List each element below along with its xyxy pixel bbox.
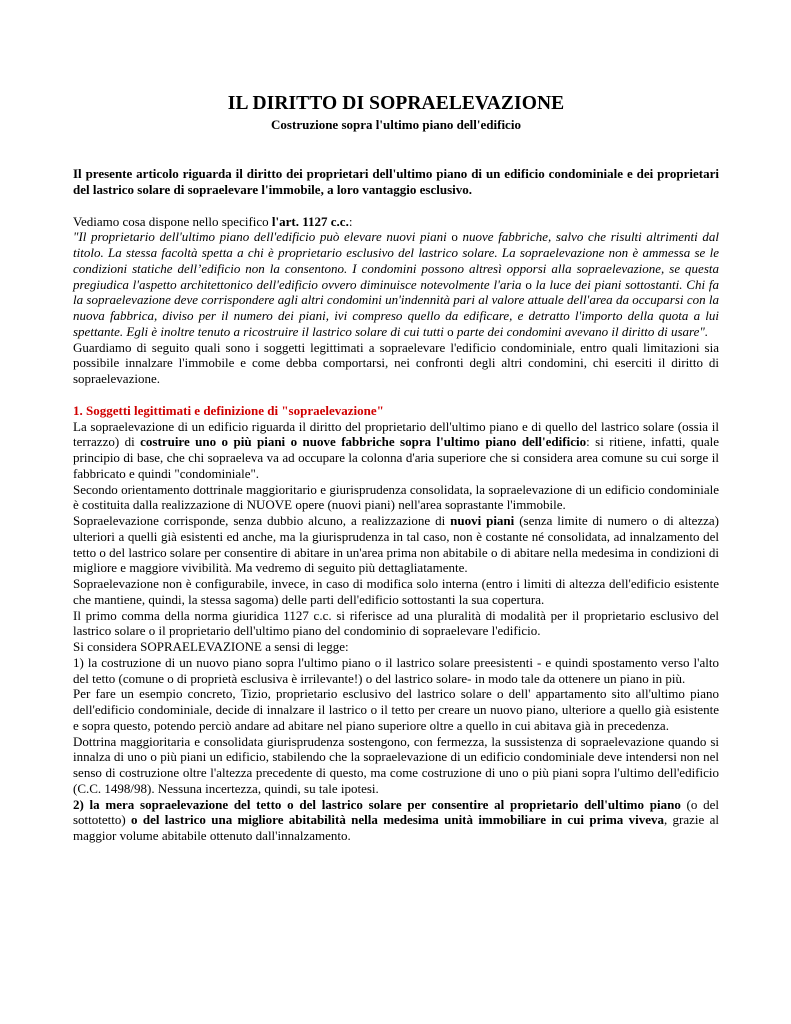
section-1-paragraph-2: Secondo orientamento dottrinale maggioritario e giurisprudenza consolidata, la sopraelevazione di un edificio condominiale è costituita dalla realizzazione di NUOVE opere (nuovi piani) nell'area soprastante l'immobile.	[73, 481, 719, 513]
quote-or-2: o	[525, 276, 532, 292]
section-1-heading: 1. Soggetti legittimati e definizione di "sopraelevazione"	[73, 402, 384, 418]
text-run: : si ritiene, infatti, quale principio di base, che chi sopraeleva va ad occupare la colonna d'aria superiore che si considera area comune su cui sorge il fabbricato e quindi "condominiale".	[73, 434, 719, 481]
document-subtitle: Costruzione sopra l'ultimo piano dell'edificio	[271, 117, 521, 132]
text-run: La sopraelevazione di un edificio riguarda il diritto del proprietario dell'ultimo piano e di quello del lastrico solare (ossia il terrazzo) di	[73, 418, 719, 450]
section-1-paragraph-9: Dottrina maggioritaria e consolidata giurisprudenza sostengono, con fermezza, la sussistenza di sopraelevazione quando si innalza di uno o più piani un edificio, stabilendo che la sopraelevazione di un edificio condominiale deve intendersi non nel senso di costruzione oltre l'altezza precedente di questo, ma come costruzione di uno o più piani sopra l'ultimo dell'edificio (C.C. 1498/98). Nessuna incertezza, quindi, su tale ipotesi.	[73, 733, 719, 796]
quote-part-3: la luce dei piani sottostanti. Chi fa la sopraelevazione deve corrispondere agli altri condomini un'indennità pari al valore attuale dell'area da occuparsi con la nuova fabbrica, diviso per il numero dei piani, ivi compreso quello da edificare, e detratto l'importo della quota a lui spettante. Egli è inoltre tenuto a ricostruire il lastrico solare di cui tutti	[73, 276, 719, 339]
lead-colon: :	[348, 213, 353, 229]
section-1-paragraph-4: Sopraelevazione non è configurabile, invece, in caso di modifica solo interna (entro i limiti di altezza dell'edificio esistente che mantiene, quindi, la stessa sagoma) delle parti dell'edificio sottostanti la sua copertura.	[73, 576, 719, 607]
bold-run: costruire uno o più piani o nuove fabbriche sopra l'ultimo piano dell'edificio	[140, 434, 587, 450]
quote-or-3: o	[447, 323, 454, 339]
text-run: Sopraelevazione corrisponde, senza dubbio alcuno, a realizzazione di	[73, 513, 451, 528]
text-run: (o del sottotetto)	[73, 796, 720, 828]
section-1-paragraph-6: Si considera SOPRAELEVAZIONE a sensi di legge:	[73, 639, 349, 654]
article-quote	[73, 229, 719, 339]
article-reference: l'art. 1127 c.c.	[271, 213, 349, 229]
section-1-paragraph-7: 1) la costruzione di un nuovo piano sopra l'ultimo piano o il lastrico solare preesistenti - e quindi spostamento verso l'alto del tetto (comune o di proprietà esclusiva è irrilevante!) o del lastrico solare- in modo tale da ottenere un piano in più.	[73, 654, 719, 686]
bold-run: o del lastrico una migliore abitabilità nella medesima unità immobiliare in cui prima viveva	[131, 812, 664, 828]
document-title: IL DIRITTO DI SOPRAELEVAZIONE	[227, 93, 565, 114]
text-run: (senza limite di numero o di altezza) ulteriori a quelli già esistenti ed anche, ma la giurisprudenza in tal caso, non è costante né consolidata, ad innalzamento del tetto o del lastrico solare per consentire di abitare in un'area prima non abitabile o di abitare nella medesima in condizioni di migliore e maggiore vivibilità. Ma vedremo di seguito più dettagliatamente.	[73, 513, 719, 576]
quote-or-1: o	[451, 229, 458, 245]
text-run: , grazie al maggior volume abitabile ottenuto dall'innalzamento.	[73, 812, 719, 843]
section-1-paragraph-1	[73, 419, 719, 482]
section-1-paragraph-5: Il primo comma della norma giuridica 1127 c.c. si riferisce ad una pluralità di modalità per il proprietario esclusivo del lastrico solare o il proprietario dell'ultimo piano del condominio di sopraelevare l'edificio.	[73, 607, 719, 639]
quote-part-4: parte dei condomini avevano il diritto di usare".	[453, 323, 709, 339]
section-1-paragraph-3	[73, 513, 719, 576]
section-1-paragraph-10	[73, 797, 719, 844]
lead-paragraph	[73, 214, 719, 230]
overview-paragraph: Guardiamo di seguito quali sono i soggetti legittimati a sopraelevare l'edificio condominiale, entro quali limitazioni sia possibile innalzare l'immobile e come debba comportarsi, nei confronti degli altri condomini, chi eserciti il diritto di sopraelevazione.	[73, 339, 719, 386]
bold-run: 2) la mera sopraelevazione del tetto o del lastrico solare per consentire al proprietario dell'ultimo piano	[73, 796, 681, 812]
bold-run: nuovi piani	[450, 513, 515, 528]
section-1-paragraph-8: Per fare un esempio concreto, Tizio, proprietario esclusivo del lastrico solare o dell' appartamento sito all'ultimo piano dell'edificio condominiale, decide di innalzare il lastrico o il tetto per creare un nuovo piano, ulteriore a quello già esistente e sopra questo, potendo perciò andare ad abitare nel piano superiore oltre a quello in cui abitava già in precedenza.	[73, 686, 719, 733]
intro-paragraph: Il presente articolo riguarda il diritto dei proprietari dell'ultimo piano di un edificio condominiale e dei proprietari del lastrico solare di sopraelevare l'immobile, a loro vantaggio esclusivo.	[73, 166, 719, 197]
quote-part-1: "Il proprietario dell'ultimo piano dell'edificio può elevare nuovi piani	[73, 229, 452, 245]
quote-part-2: nuove fabbriche, salvo che risulti altrimenti dal titolo. La stessa facoltà spetta a chi è proprietario esclusivo del lastrico solare. La sopraelevazione non è ammessa se le condizioni statiche dell’edificio non la consentono. I condomini possono altresì opporsi alla sopraelevazione, se questa pregiudica l'aspetto architettonico dell'edificio ovvero diminuisce notevolmente l'aria	[73, 229, 719, 292]
lead-text: Vediamo cosa dispone nello specifico	[73, 213, 272, 229]
document-page	[73, 92, 719, 844]
